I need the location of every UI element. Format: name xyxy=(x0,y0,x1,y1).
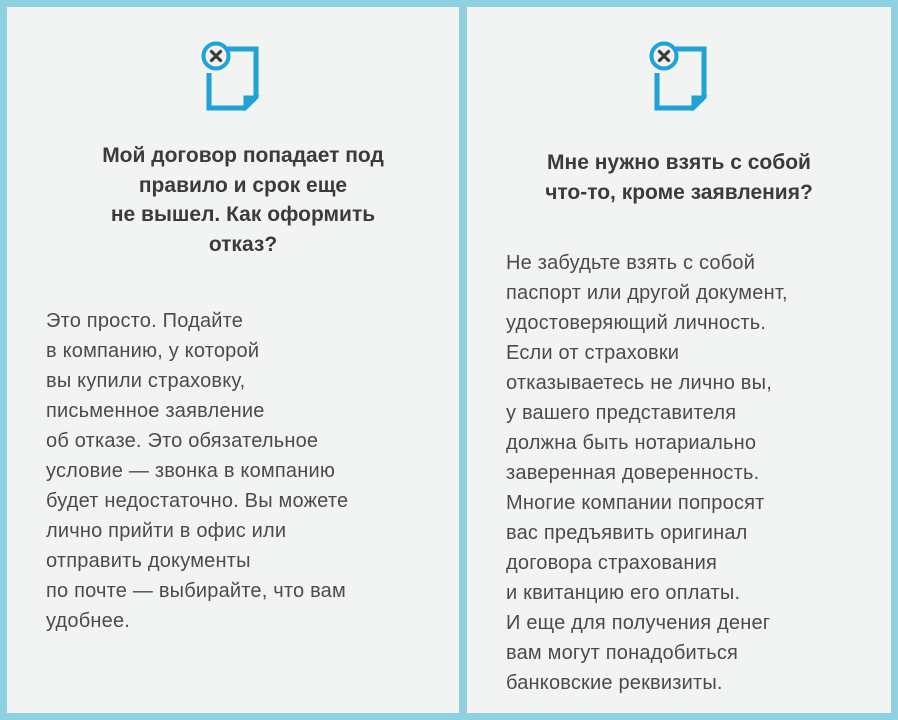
faq-answer-text: Не забудьте взять с собой паспорт или другой документ, удостоверяющий личность. Если от страховки отказываетесь не лично вы, у вашего представителя должна быть нотариально заверенная доверенность. Многие компании попросят вас предъявить оригинал договора страхования и квитанцию его оплаты. И еще для получения денег вам могут понадобиться банковские реквизиты. xyxy=(506,252,788,694)
faq-question-title: Мне нужно взять с собой что-то, кроме заявления? xyxy=(545,151,813,204)
rejected-document-icon xyxy=(195,35,265,115)
faq-card-cancel xyxy=(7,7,459,713)
faq-answer-text: Это просто. Подайте в компанию, у которой вы купили страховку, письменное заявление об отказе. Это обязательное условие — звонка в компанию будет недостаточно. Вы можете лично прийти в офис или отправить документы по почте — выбирайте, что вам удобнее. xyxy=(46,310,349,632)
faq-card-documents xyxy=(467,7,891,713)
rejected-document-icon xyxy=(643,35,713,115)
faq-question-title: Мой договор попадает под правило и срок еще не вышел. Как оформить отказ? xyxy=(102,144,384,256)
